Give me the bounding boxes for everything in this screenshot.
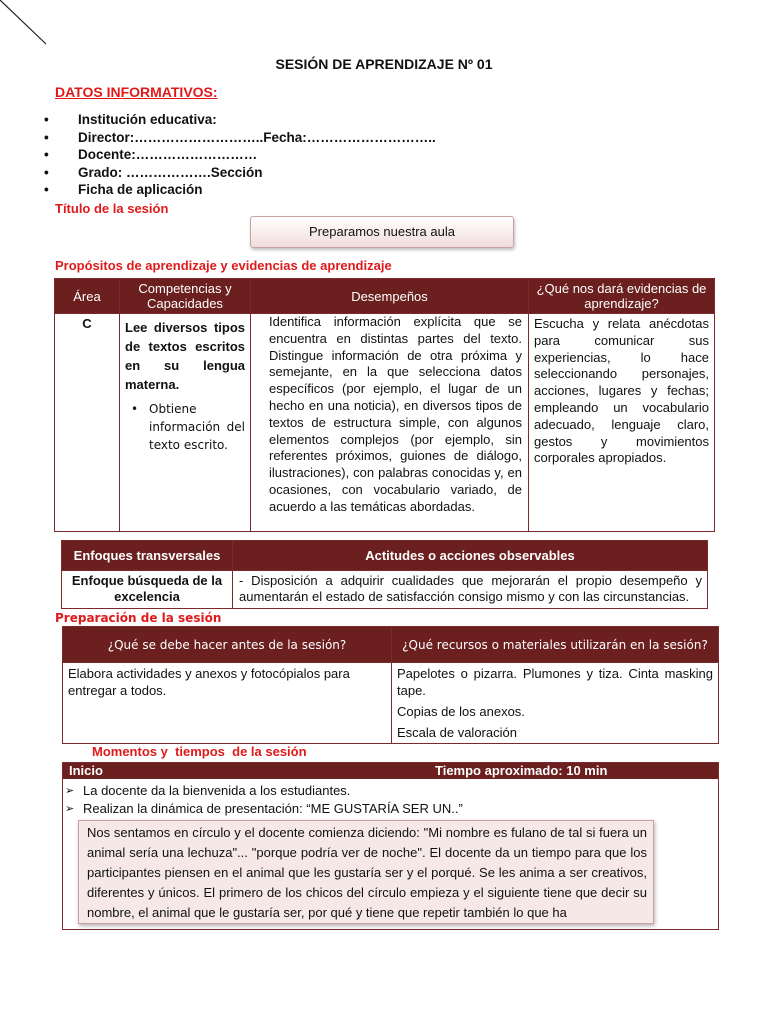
info-item: • Institución educativa: xyxy=(38,112,436,130)
momentos-item-text: La docente da la bienvenida a los estudiantes. xyxy=(83,783,351,798)
enfoques-table xyxy=(61,540,708,609)
recurso-item: Escala de valoración xyxy=(397,725,517,740)
area-cell: C xyxy=(55,314,120,532)
page-title: SESIÓN DE APRENDIZAJE Nº 01 xyxy=(275,56,493,72)
recursos-cell xyxy=(392,663,719,744)
capacidad-text: Obtiene información del texto escrito. xyxy=(149,402,245,452)
recurso-item: Copias de los anexos. xyxy=(397,704,525,719)
arrow-bullet-icon: ➢ xyxy=(65,803,75,815)
evidencia-cell: Escucha y relata anécdotas para comunicar sus experiencias, lo hace seleccionando personajes, acciones, lugares y fechas; empleando un vocabulario adecuado, lenguaje claro, gestos y movimientos corporales apropiados. xyxy=(529,314,715,532)
capacidad-item xyxy=(125,400,245,454)
col-enfoques: Enfoques transversales xyxy=(62,541,233,571)
info-item: • Grado: ……………….Sección xyxy=(38,165,436,183)
col-area: Área xyxy=(55,279,120,314)
momentos-item xyxy=(63,782,718,800)
info-item: • Ficha de aplicación xyxy=(38,182,436,200)
preparacion-heading: Preparación de la sesión xyxy=(55,611,222,625)
session-title-box: Preparamos nuestra aula xyxy=(250,216,514,248)
info-item: • Director:………………………..Fecha:……………………….. xyxy=(38,130,436,148)
preparacion-table xyxy=(62,626,719,744)
enfoque-cell: Enfoque búsqueda de la excelencia xyxy=(62,571,233,609)
desempeno-cell: Identifica información explícita que se encuentra en distintas partes del texto. Distingue información de otra próxima y semejante, en la que selecciona datos específicos (por ejemplo, el lugar de un hecho en una noticia), en diversos tipos de textos de estructura simple, con algunos elementos complejos (por ejemplo, sin referentes próximos, guiones de diálogo, ilustraciones), con palabras conocidas y, en ocasiones, con vocabulario variado, de acuerdo a las temáticas abordadas. xyxy=(251,314,529,532)
col-recursos: ¿Qué recursos o materiales utilizarán en la sesión? xyxy=(392,627,719,663)
propositos-table xyxy=(54,278,715,532)
col-actitudes: Actitudes o acciones observables xyxy=(233,541,708,571)
inicio-bar xyxy=(63,763,718,779)
datos-heading: DATOS INFORMATIVOS: xyxy=(55,84,218,100)
dynamic-note: Nos sentamos en círculo y el docente comienza diciendo: "Mi nombre es fulano de tal si fuera un animal sería una lechuza"... "porque podría ver de noche". El docente da un tiempo para que los participantes piensen en el animal que les gustaría ser y el porqué. Se les anima a ser creativos, diferentes y únicos. El primero de los chicos del círculo empieza y el siguiente tiene que decir su nombre, el animal que le gustaría ser, por qué y tiene que repetir también lo que ha xyxy=(78,820,654,924)
recurso-item: Papelotes o pizarra. Plumones y tiza. Cinta masking tape. xyxy=(397,666,713,698)
actitud-cell: - Disposición a adquirir cualidades que mejorarán el propio desempeño y aumentarán el estado de satisfacción consigo mismo y con las circunstancias. xyxy=(233,571,708,609)
propositos-heading: Propósitos de aprendizaje y evidencias de aprendizaje xyxy=(55,258,392,273)
col-competencias: Competencias y Capacidades xyxy=(120,279,251,314)
competencia-text: Lee diversos tipos de textos escritos en su lengua materna. xyxy=(125,320,245,392)
momentos-item xyxy=(63,800,718,818)
col-desempenos: Desempeños xyxy=(251,279,529,314)
info-list xyxy=(38,112,436,200)
corner-line xyxy=(0,0,60,60)
competencia-cell xyxy=(120,314,251,532)
antes-cell: Elabora actividades y anexos y fotocópialos para entregar a todos. xyxy=(63,663,392,744)
arrow-bullet-icon: ➢ xyxy=(65,785,75,797)
momentos-heading: Momentos y tiempos de la sesión xyxy=(92,744,307,759)
titulo-label: Título de la sesión xyxy=(55,201,169,216)
info-item: • Docente:……………………… xyxy=(38,147,436,165)
inicio-label: Inicio xyxy=(69,763,103,778)
momentos-item-text: Realizan la dinámica de presentación: “ME GUSTARÍA SER UN..” xyxy=(83,801,463,816)
tiempo-label: Tiempo aproximado: 10 min xyxy=(435,763,608,778)
bullet-icon: • xyxy=(131,402,139,416)
col-evidencias: ¿Qué nos dará evidencias de aprendizaje? xyxy=(529,279,715,314)
col-antes: ¿Qué se debe hacer antes de la sesión? xyxy=(63,627,392,663)
